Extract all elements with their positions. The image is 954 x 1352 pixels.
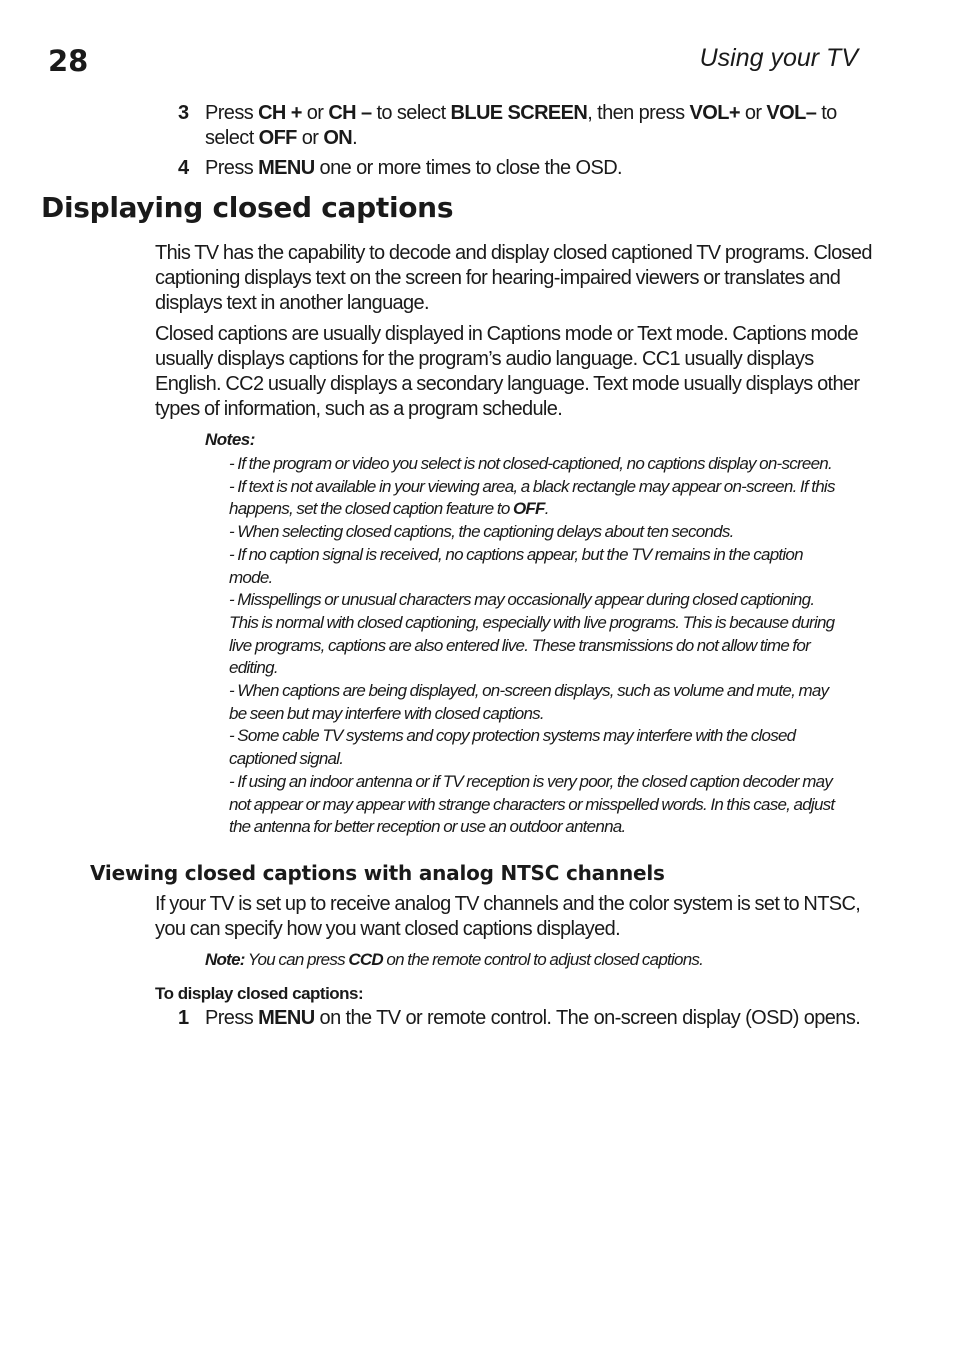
note-item: - If the program or video you select is not closed-captioned, no captions display on-screen. bbox=[229, 454, 832, 473]
section-title: Displaying closed captions bbox=[41, 191, 454, 224]
modes-paragraph: Closed captions are usually displayed in Captions mode or Text mode. Captions mode usually displays captions for the program’s audio language. CC1 usually displays English. CC2 usually displays a secondary language. Text mode usually displays other types of information, such as a program schedule. bbox=[155, 323, 860, 420]
value-off: OFF bbox=[258, 127, 297, 149]
notes-list bbox=[229, 453, 839, 839]
option-blue-screen: BLUE SCREEN bbox=[450, 102, 588, 124]
step-text: Press CH + or CH – to select BLUE SCREEN, then press VOL+ or VOL– to select OFF or ON. bbox=[205, 102, 837, 149]
key-vol-plus: VOL+ bbox=[689, 102, 740, 124]
key-menu: MENU bbox=[258, 1007, 315, 1029]
key-menu: MENU bbox=[258, 157, 315, 179]
note-item: - Misspellings or unusual characters may occasionally appear during closed captioning. This is normal with closed captioning, especially with live programs. This is because during live programs, captions are also entered live. These transmissions do not allow time for editing. bbox=[229, 590, 835, 678]
key-ch-minus: CH – bbox=[328, 102, 372, 124]
note-item: - If using an indoor antenna or if TV reception is very poor, the closed caption decoder may not appear or may appear with strange characters or misspelled words. In this case, adjust the antenna for better reception or use an outdoor antenna. bbox=[229, 771, 835, 837]
step-text: Press MENU on the TV or remote control. The on-screen display (OSD) opens. bbox=[205, 1007, 861, 1029]
notes-title: Notes: bbox=[205, 430, 255, 449]
key-ch-plus: CH + bbox=[258, 102, 302, 124]
note-label: Note: bbox=[205, 950, 245, 969]
step-number: 3 bbox=[178, 102, 189, 124]
running-header: Using your TV bbox=[699, 44, 858, 72]
note-item: - When selecting closed captions, the captioning delays about ten seconds. bbox=[229, 522, 734, 542]
note-item: - If text is not available in your viewing area, a black rectangle may appear on-screen. If this happens, set the closed caption feature to OFF. bbox=[229, 476, 835, 519]
ccd-note: Note: You can press CCD on the remote control to adjust closed captions. bbox=[205, 950, 704, 969]
step-text: Press MENU one or more times to close the OSD. bbox=[205, 157, 623, 179]
value-off: OFF bbox=[512, 499, 545, 519]
step-number: 1 bbox=[178, 1007, 189, 1029]
key-vol-minus: VOL– bbox=[766, 102, 817, 124]
subsection-title: Viewing closed captions with analog NTSC channels bbox=[90, 861, 665, 885]
note-item: - When captions are being displayed, on-screen displays, such as volume and mute, may be seen but may interfere with closed captions. bbox=[229, 681, 829, 723]
procedure-title: To display closed captions: bbox=[155, 984, 364, 1003]
value-on: ON bbox=[323, 127, 353, 149]
page-number: 28 bbox=[48, 44, 89, 78]
intro-paragraph: This TV has the capability to decode and display closed captioned TV programs. Closed captioning displays text on the screen for hearing-impaired viewers or translates and displays text in another language. bbox=[155, 242, 872, 314]
note-item: - Some cable TV systems and copy protection systems may interfere with the closed captioned signal. bbox=[229, 726, 796, 769]
key-ccd: CCD bbox=[348, 950, 383, 969]
step-number: 4 bbox=[178, 157, 189, 179]
ntsc-paragraph: If your TV is set up to receive analog TV channels and the color system is set to NTSC, you can specify how you want closed captions displayed. bbox=[155, 893, 861, 940]
note-item: - If no caption signal is received, no captions appear, but the TV remains in the caption mode. bbox=[229, 544, 803, 587]
